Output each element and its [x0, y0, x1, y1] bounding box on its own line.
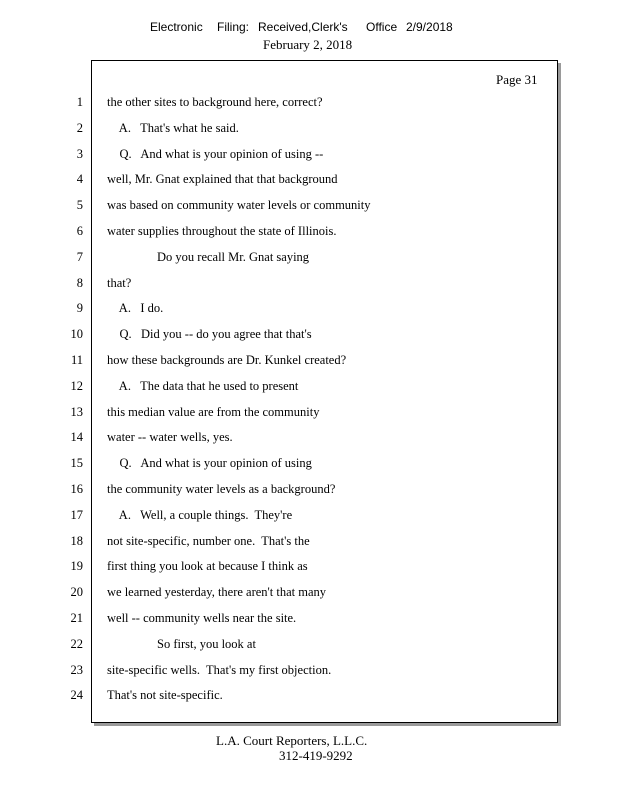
transcript-line [0, 376, 618, 396]
transcript-line [0, 634, 618, 654]
line-number: 19 [70, 559, 83, 574]
line-text: was based on community water levels or community [107, 198, 371, 213]
line-text: A. Well, a couple things. They're [107, 507, 293, 522]
transcript-line [0, 298, 618, 318]
line-number: 15 [70, 456, 83, 471]
line-text: So first, you look at [107, 636, 256, 651]
stamp-word: Received,Clerk's [258, 20, 348, 34]
line-number: 12 [70, 378, 83, 393]
line-text: A. The data that he used to present [107, 378, 299, 393]
transcript-line [0, 221, 618, 241]
stamp-word: Office [366, 20, 398, 34]
line-text: Q. Did you -- do you agree that that's [107, 327, 312, 342]
line-number: 18 [70, 533, 83, 548]
stamp-word: Filing: [217, 20, 250, 34]
transcript-line [0, 453, 618, 473]
line-number: 1 [76, 95, 83, 109]
transcript-line [0, 531, 618, 551]
reporter-company: L.A. Court Reporters, L.L.C. [216, 733, 368, 748]
line-number: 11 [70, 353, 83, 367]
stamp-word: Electronic [150, 20, 203, 34]
transcript-line [0, 144, 618, 164]
transcript-line [0, 582, 618, 602]
transcript-line [0, 247, 618, 267]
line-number: 10 [70, 327, 83, 342]
line-number: 24 [70, 688, 83, 703]
transcript-line [0, 324, 618, 344]
transcript-line [0, 92, 618, 112]
line-text: well -- community wells near the site. [107, 611, 297, 625]
page-number: Page 31 [496, 72, 538, 87]
transcript-line [0, 402, 618, 422]
line-number: 4 [76, 172, 83, 187]
line-text: the community water levels as a background? [107, 482, 336, 496]
transcript-line [0, 195, 618, 215]
line-number: 8 [76, 275, 83, 290]
stamp-word: 2/9/2018 [406, 20, 453, 34]
line-number: 3 [76, 146, 83, 161]
line-number: 2 [76, 120, 83, 135]
line-text: Q. And what is your opinion of using -- [107, 146, 324, 161]
line-text: site-specific wells. That's my first objection. [107, 662, 332, 677]
line-number: 5 [76, 198, 83, 213]
transcript-line [0, 169, 618, 189]
line-text: that? [107, 275, 132, 290]
line-number: 20 [70, 585, 83, 600]
line-number: 21 [70, 611, 83, 625]
line-number: 22 [70, 636, 83, 651]
line-text: first thing you look at because I think as [107, 559, 308, 574]
line-number: 7 [76, 249, 83, 264]
line-text: A. I do. [107, 301, 164, 316]
transcript-line [0, 608, 618, 628]
line-text: That's not site-specific. [107, 688, 223, 703]
line-number: 6 [76, 224, 83, 238]
line-text: not site-specific, number one. That's the [107, 533, 310, 548]
transcript-line [0, 427, 618, 447]
line-text: well, Mr. Gnat explained that that background [107, 172, 338, 187]
transcript-line [0, 685, 618, 705]
line-number: 17 [70, 507, 83, 522]
line-number: 23 [70, 662, 83, 677]
line-text: how these backgrounds are Dr. Kunkel created? [107, 353, 347, 367]
transcript-line [0, 273, 618, 293]
transcript-line [0, 505, 618, 525]
line-text: we learned yesterday, there aren't that many [107, 585, 327, 600]
line-text: Q. And what is your opinion of using [107, 456, 312, 471]
line-number: 16 [70, 482, 83, 496]
line-number: 13 [70, 404, 83, 419]
reporter-phone: 312-419-9292 [279, 748, 353, 763]
transcript-line [0, 118, 618, 138]
line-text: Do you recall Mr. Gnat saying [107, 249, 310, 264]
transcript-line [0, 350, 618, 370]
transcript-line [0, 660, 618, 680]
transcript-line [0, 479, 618, 499]
line-text: water supplies throughout the state of Illinois. [107, 224, 337, 238]
line-number: 14 [70, 430, 83, 445]
filing-stamp [0, 20, 618, 38]
line-text: this median value are from the community [107, 404, 320, 419]
line-text: water -- water wells, yes. [107, 430, 233, 445]
line-text: A. That's what he said. [107, 120, 239, 135]
line-number: 9 [76, 301, 83, 316]
line-text: the other sites to background here, correct? [107, 95, 323, 109]
transcript-line [0, 556, 618, 576]
filed-date: February 2, 2018 [263, 37, 353, 52]
